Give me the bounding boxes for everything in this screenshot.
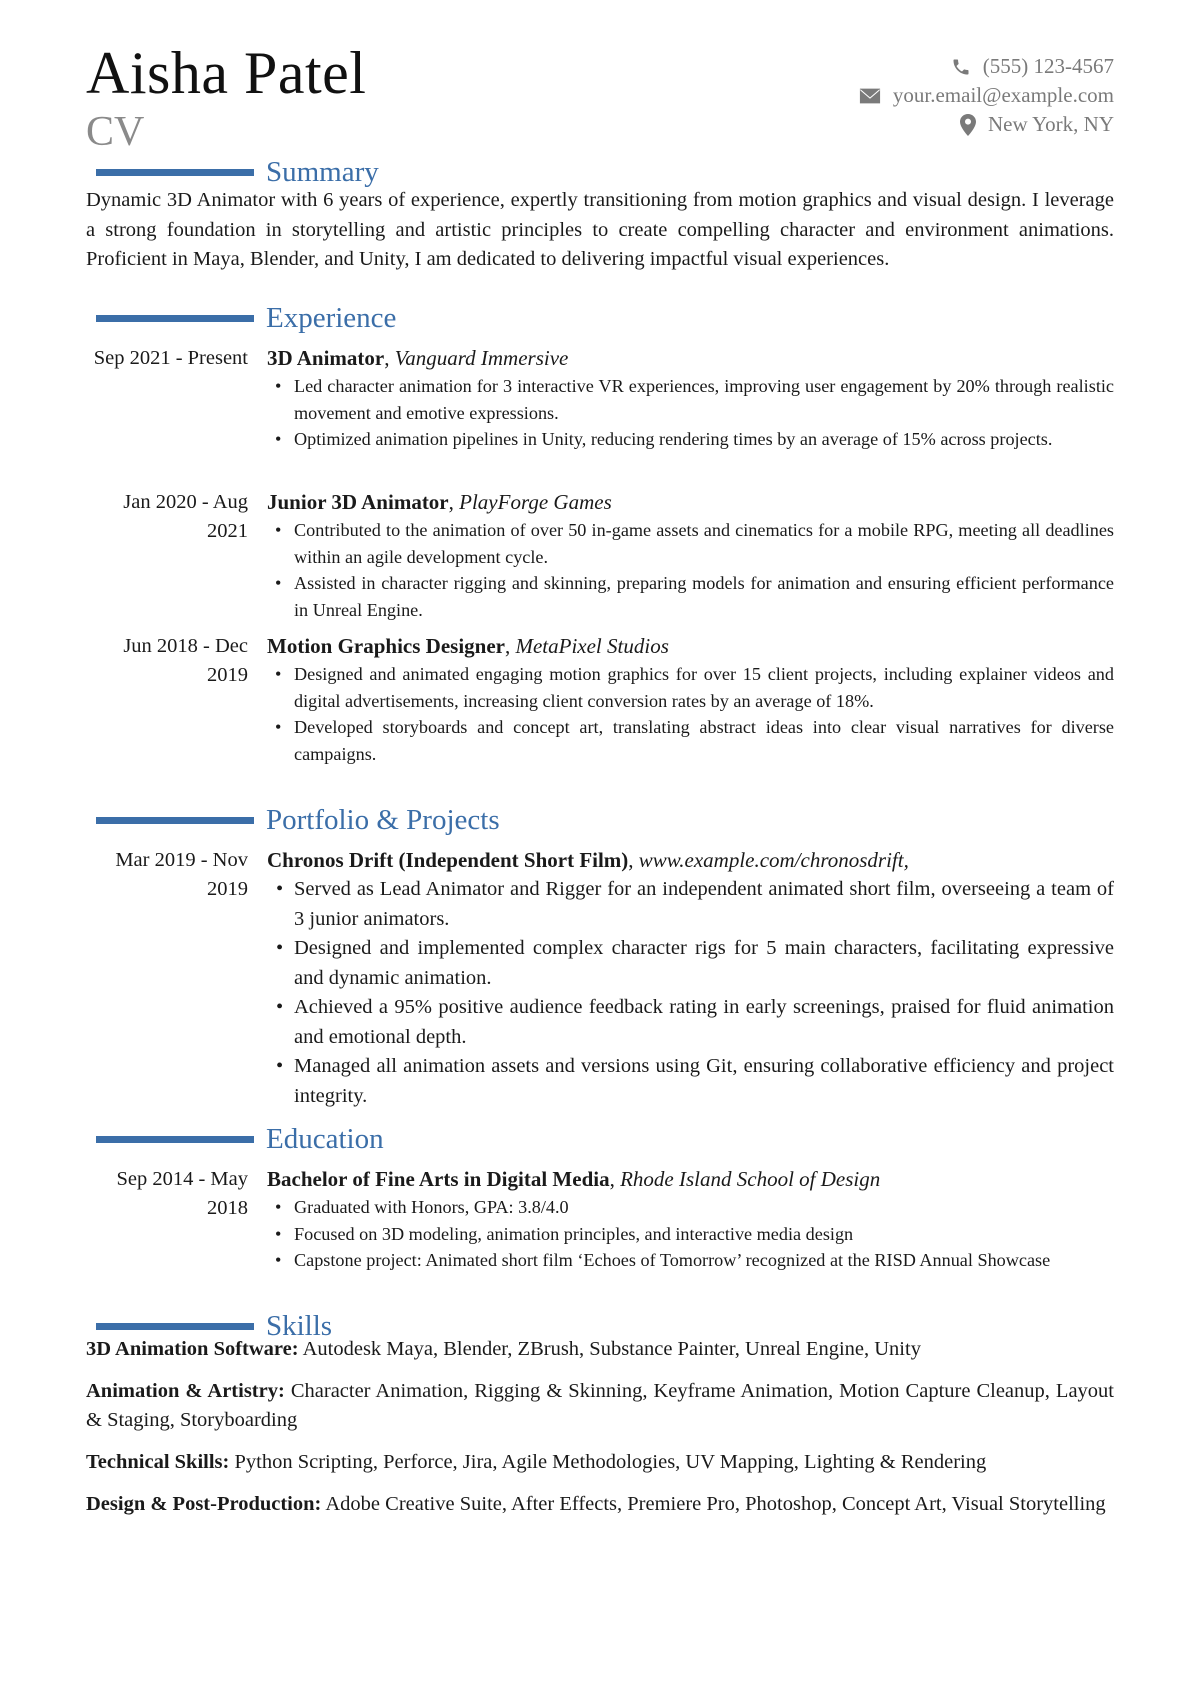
list-item: • Served as Lead Animator and Rigger for an independent animated short film, overseeing a team of 3 junior animators. <box>267 875 1114 934</box>
entry-heading: 3D Animator, Vanguard Immersive <box>267 346 569 370</box>
entry-body <box>267 846 1114 1111</box>
section-title: Experience <box>266 302 397 334</box>
project-link[interactable]: www.example.com/chronosdrift, <box>638 848 909 872</box>
list-item: • Capstone project: Animated short film ‘Echoes of Tomorrow’ recognized at the RISD Annual Showcase <box>267 1247 1114 1274</box>
entry-org: MetaPixel Studios <box>515 634 669 658</box>
skill-label: Technical Skills: <box>86 1451 230 1473</box>
skill-group <box>86 1448 1114 1477</box>
entry-body <box>267 1165 1114 1274</box>
section-title: Skills <box>266 1310 333 1342</box>
bullet-list <box>267 661 1114 767</box>
entry-date: Mar 2019 - Nov 2019 <box>115 849 248 900</box>
skill-label: Design & Post-Production: <box>86 1493 322 1515</box>
entry-date: Jan 2020 - Aug 2021 <box>123 491 248 542</box>
entry-org: Rhode Island School of Design <box>620 1167 881 1191</box>
list-item: • Graduated with Honors, GPA: 3.8/4.0 <box>267 1194 1114 1221</box>
entry-heading: Junior 3D Animator, PlayForge Games <box>267 490 612 514</box>
section-title: Portfolio & Projects <box>266 804 500 836</box>
list-item: • Managed all animation assets and versions using Git, ensuring collaborative efficiency and project integrity. <box>267 1052 1114 1111</box>
skill-values: Adobe Creative Suite, After Effects, Premiere Pro, Photoshop, Concept Art, Visual Storytelling <box>325 1493 1106 1515</box>
skills-list <box>86 1335 1114 1532</box>
entry-date: Sep 2014 - May 2018 <box>116 1168 248 1219</box>
skill-group <box>86 1335 1114 1364</box>
section-accent-bar <box>96 315 254 322</box>
document-subtitle: CV <box>86 109 145 155</box>
entry-role: Chronos Drift (Independent Short Film) <box>267 848 629 872</box>
list-item: • Focused on 3D modeling, animation principles, and interactive media design <box>267 1221 1114 1248</box>
list-item: • Assisted in character rigging and skinning, preparing models for animation and ensuring efficient performance in Unreal Engine. <box>267 570 1114 623</box>
list-item: • Developed storyboards and concept art, translating abstract ideas into clear visual narratives for diverse campaigns. <box>267 714 1114 767</box>
section-accent-bar <box>96 1323 254 1330</box>
entry-org: Vanguard Immersive <box>394 346 569 370</box>
section-title: Summary <box>266 156 379 188</box>
entry-role: Junior 3D Animator <box>267 490 449 514</box>
bullet-list <box>267 373 1114 453</box>
section-accent-bar <box>96 817 254 824</box>
envelope-icon <box>859 87 881 105</box>
contact-location <box>859 110 1114 139</box>
entry-heading: Chronos Drift (Independent Short Film), www.example.com/chronosdrift, <box>267 848 909 872</box>
list-item: • Optimized animation pipelines in Unity, reducing rendering times by an average of 15% across projects. <box>267 426 1114 453</box>
entry-body <box>267 488 1114 623</box>
entry-body <box>267 632 1114 767</box>
section-header-experience <box>96 300 396 336</box>
skill-values: Character Animation, Rigging & Skinning, Keyframe Animation, Motion Capture Cleanup, Layout & Staging, Storyboarding <box>86 1380 1114 1431</box>
list-item: • Contributed to the animation of over 50 in-game assets and cinematics for a mobile RPG, meeting all deadlines within an agile development cycle. <box>267 517 1114 570</box>
contact-email <box>859 81 1114 110</box>
list-item: • Designed and animated engaging motion graphics for over 15 client projects, including explainer videos and digital advertisements, increasing client conversion rates by an average of 18%. <box>267 661 1114 714</box>
section-accent-bar <box>96 169 254 176</box>
skill-group <box>86 1377 1114 1435</box>
section-accent-bar <box>96 1136 254 1143</box>
bullet-list <box>267 517 1114 623</box>
section-header-education <box>96 1121 384 1157</box>
section-header-portfolio <box>96 802 500 838</box>
entry-role: Bachelor of Fine Arts in Digital Media <box>267 1167 610 1191</box>
email-link[interactable]: your.email@example.com <box>892 83 1114 107</box>
phone-text[interactable]: (555) 123-4567 <box>982 54 1114 78</box>
skill-values: Python Scripting, Perforce, Jira, Agile Methodologies, UV Mapping, Lighting & Rendering <box>234 1451 987 1473</box>
bullet-list <box>267 1194 1114 1274</box>
list-item: • Achieved a 95% positive audience feedback rating in early screenings, praised for fluid animation and emotional depth. <box>267 993 1114 1052</box>
entry-body <box>267 344 1114 453</box>
section-header-summary <box>96 154 379 190</box>
skill-values: Autodesk Maya, Blender, ZBrush, Substance Painter, Unreal Engine, Unity <box>302 1338 921 1360</box>
entry-heading: Motion Graphics Designer, MetaPixel Studios <box>267 634 669 658</box>
contact-phone <box>859 52 1114 81</box>
summary-text: Dynamic 3D Animator with 6 years of experience, expertly transitioning from motion graphics and visual design. I leverage a strong foundation in storytelling and artistic principles to create compelling character and environment animations. Proficient in Maya, Blender, and Unity, I am dedicated to delivering impactful visual experiences. <box>86 189 1114 270</box>
section-title: Education <box>266 1123 384 1155</box>
list-item: • Led character animation for 3 interactive VR experiences, improving user engagement by 20% through realistic movement and emotive expressions. <box>267 373 1114 426</box>
contact-block <box>859 52 1114 139</box>
candidate-name: Aisha Patel <box>86 40 367 106</box>
list-item: • Designed and implemented complex character rigs for 5 main characters, facilitating expressive and dynamic animation. <box>267 934 1114 993</box>
skill-label: 3D Animation Software: <box>86 1338 299 1360</box>
entry-org: PlayForge Games <box>459 490 612 514</box>
skill-group <box>86 1490 1114 1519</box>
entry-role: 3D Animator <box>267 346 385 370</box>
location-text: New York, NY <box>987 112 1114 136</box>
phone-icon <box>951 57 971 77</box>
entry-date: Jun 2018 - Dec 2019 <box>123 635 248 686</box>
entry-role: Motion Graphics Designer <box>267 634 505 658</box>
bullet-list <box>267 875 1114 1111</box>
map-marker-icon <box>960 114 976 136</box>
skill-label: Animation & Artistry: <box>86 1380 285 1402</box>
entry-date: Sep 2021 - Present <box>93 347 248 369</box>
entry-heading: Bachelor of Fine Arts in Digital Media, Rhode Island School of Design <box>267 1167 881 1191</box>
